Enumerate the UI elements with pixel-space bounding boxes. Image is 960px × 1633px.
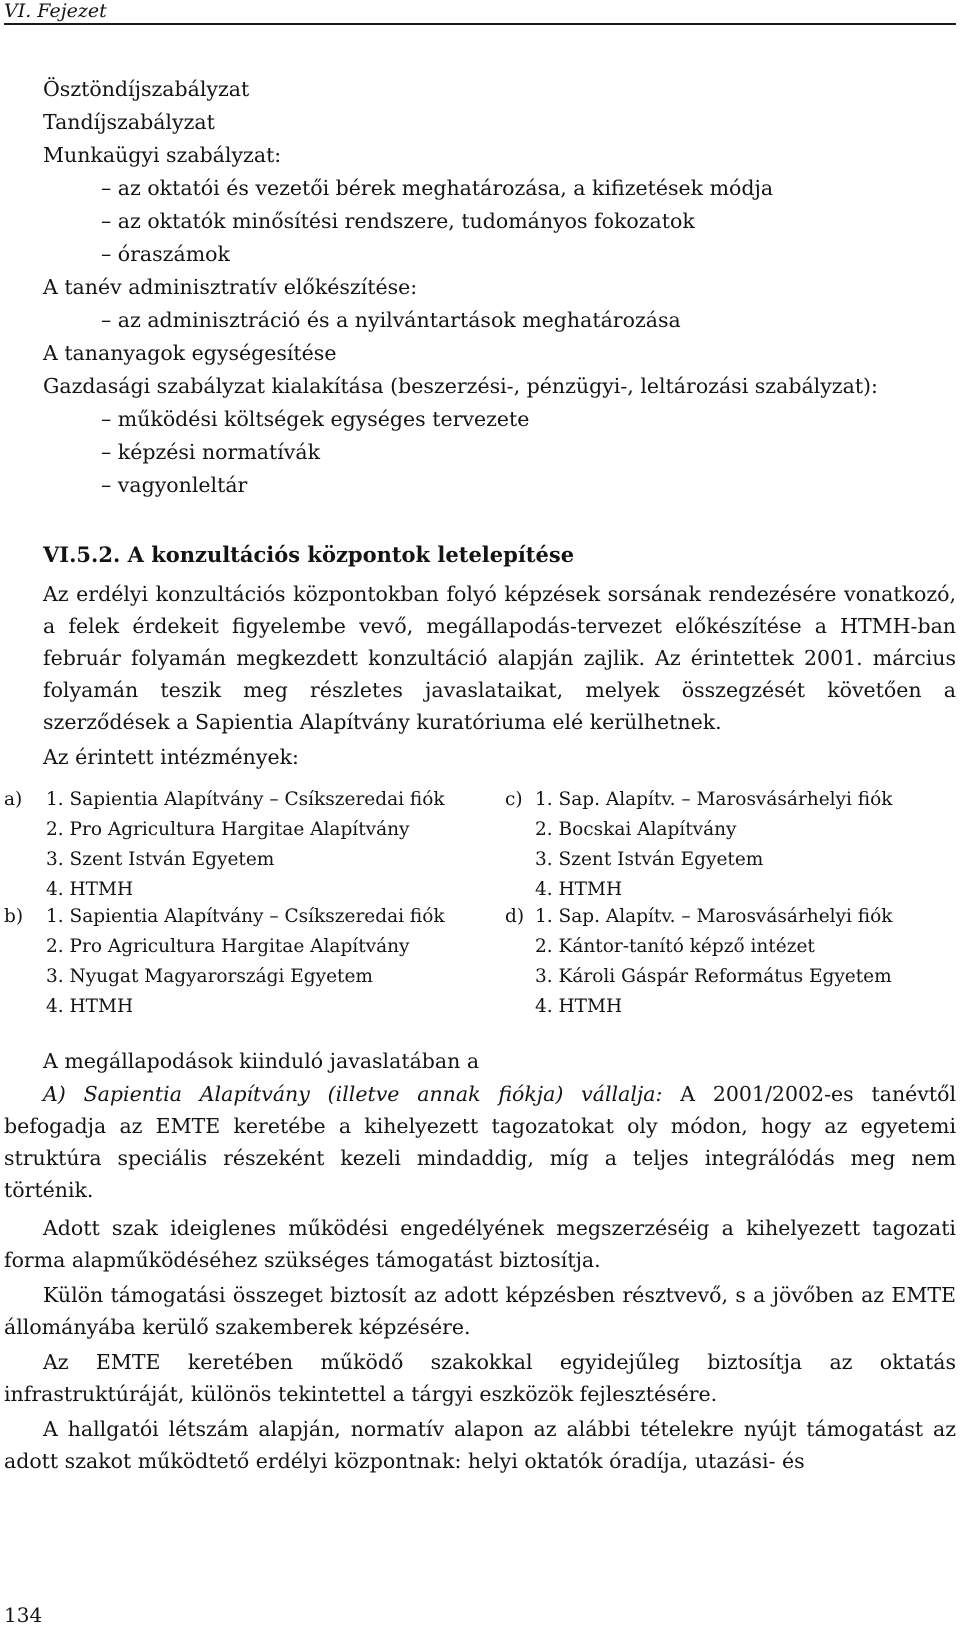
list-subitem: – az adminisztráció és a nyilvántartások meghatározása — [101, 308, 681, 332]
list-subitem: – az oktatói és vezetői bérek meghatározása, a kifizetések módja — [101, 176, 774, 200]
section-intro: Az erdélyi konzultációs központokban folyó képzések sorsának rendezésére vonatkozó, a felek érdekeit figyelembe vevő, megállapodás-tervezet előkészítése a HTMH-ban február folyamán megkezdett konzultáció alapján zajlik. Az érintettek 2001. március folyamán teszik meg részletes javaslataikat, melyek összegzését követően a szerződések a Sapientia Alapítvány kuratóriuma elé kerülhetnek. — [43, 582, 956, 734]
institution-item: 1. Sapientia Alapítvány – Csíkszeredai fiók — [46, 906, 445, 927]
institution-item: 2. Pro Agricultura Hargitae Alapítvány — [46, 936, 410, 957]
institution-item: 2. Kántor-tanító képző intézet — [535, 936, 815, 957]
institution-item: 4. HTMH — [46, 996, 134, 1017]
list-subitem: – az oktatók minősítési rendszere, tudományos fokozatok — [101, 209, 695, 233]
institutions-label: Az érintett intézmények: — [43, 745, 299, 769]
group-label-d: d) — [505, 906, 525, 927]
group-label-a: a) — [4, 789, 23, 810]
institution-item: 3. Szent István Egyetem — [535, 849, 764, 870]
agreement-paragraph-4: Az EMTE keretében működő szakokkal egyidejűleg biztosítja az oktatás infrastruktúráját, különös tekintettel a tárgyi eszközök fejlesztésére. — [4, 1350, 956, 1406]
agreement-paragraph-1: A) Sapientia Alapítvány (illetve annak fiókja) vállalja: A 2001/2002-es tanévtől befogadja az EMTE keretébe a kihelyezett tagozatokat oly módon, hogy az egyetemi struktúra speciális részeként kezeli mindaddig, míg a teljes integrálódás meg nem történik. — [4, 1082, 957, 1202]
section-heading: VI.5.2. A konzultációs központok letelepítése — [43, 542, 575, 567]
institution-item: 4. HTMH — [535, 879, 623, 900]
header-divider — [4, 23, 956, 25]
list-item: Ösztöndíjszabályzat — [43, 77, 250, 101]
institution-item: 1. Sap. Alapítv. – Marosvásárhelyi fiók — [535, 906, 893, 927]
institution-item: 3. Szent István Egyetem — [46, 849, 275, 870]
group-label-b: b) — [4, 906, 24, 927]
institution-item: 1. Sap. Alapítv. – Marosvásárhelyi fiók — [535, 789, 893, 810]
list-item: Munkaügyi szabályzat: — [43, 143, 282, 167]
institution-item: 2. Bocskai Alapítvány — [535, 819, 737, 840]
list-item: Gazdasági szabályzat kialakítása (beszerzési-, pénzügyi-, leltározási szabályzat): — [43, 374, 878, 398]
institution-item: 4. HTMH — [46, 879, 134, 900]
list-item: A tanév adminisztratív előkészítése: — [43, 275, 418, 299]
list-subitem: – képzési normatívák — [101, 440, 321, 464]
agreement-lead: A megállapodások kiinduló javaslatában a — [43, 1049, 480, 1073]
institution-item: 1. Sapientia Alapítvány – Csíkszeredai fiók — [46, 789, 445, 810]
list-subitem: – vagyonleltár — [101, 473, 248, 497]
list-item: Tandíjszabályzat — [43, 110, 215, 134]
agreement-paragraph-2: Adott szak ideiglenes működési engedélyének megszerzéséig a kihelyezett tagozati forma alapműködéséhez szükséges támogatást biztosítja. — [4, 1216, 956, 1272]
list-subitem: – működési költségek egységes tervezete — [101, 407, 530, 431]
agreement-paragraph-5: A hallgatói létszám alapján, normatív alapon az alábbi tételekre nyújt támogatást az adott szakot működtető erdélyi központnak: helyi oktatók óradíja, utazási- és — [4, 1417, 956, 1473]
page-number: 134 — [4, 1603, 43, 1627]
chapter-title: VI. Fejezet — [4, 0, 107, 22]
agreement-paragraph-3: Külön támogatási összeget biztosít az adott képzésben résztvevő, s a jövőben az EMTE állományába kerülő szakemberek képzésére. — [4, 1283, 956, 1339]
list-item: A tananyagok egységesítése — [43, 341, 337, 365]
list-subitem: – óraszámok — [101, 242, 230, 266]
institution-item: 3. Nyugat Magyarországi Egyetem — [46, 966, 373, 987]
institution-item: 2. Pro Agricultura Hargitae Alapítvány — [46, 819, 410, 840]
institution-item: 4. HTMH — [535, 996, 623, 1017]
institution-item: 3. Károli Gáspár Református Egyetem — [535, 966, 892, 987]
group-label-c: c) — [505, 789, 523, 810]
